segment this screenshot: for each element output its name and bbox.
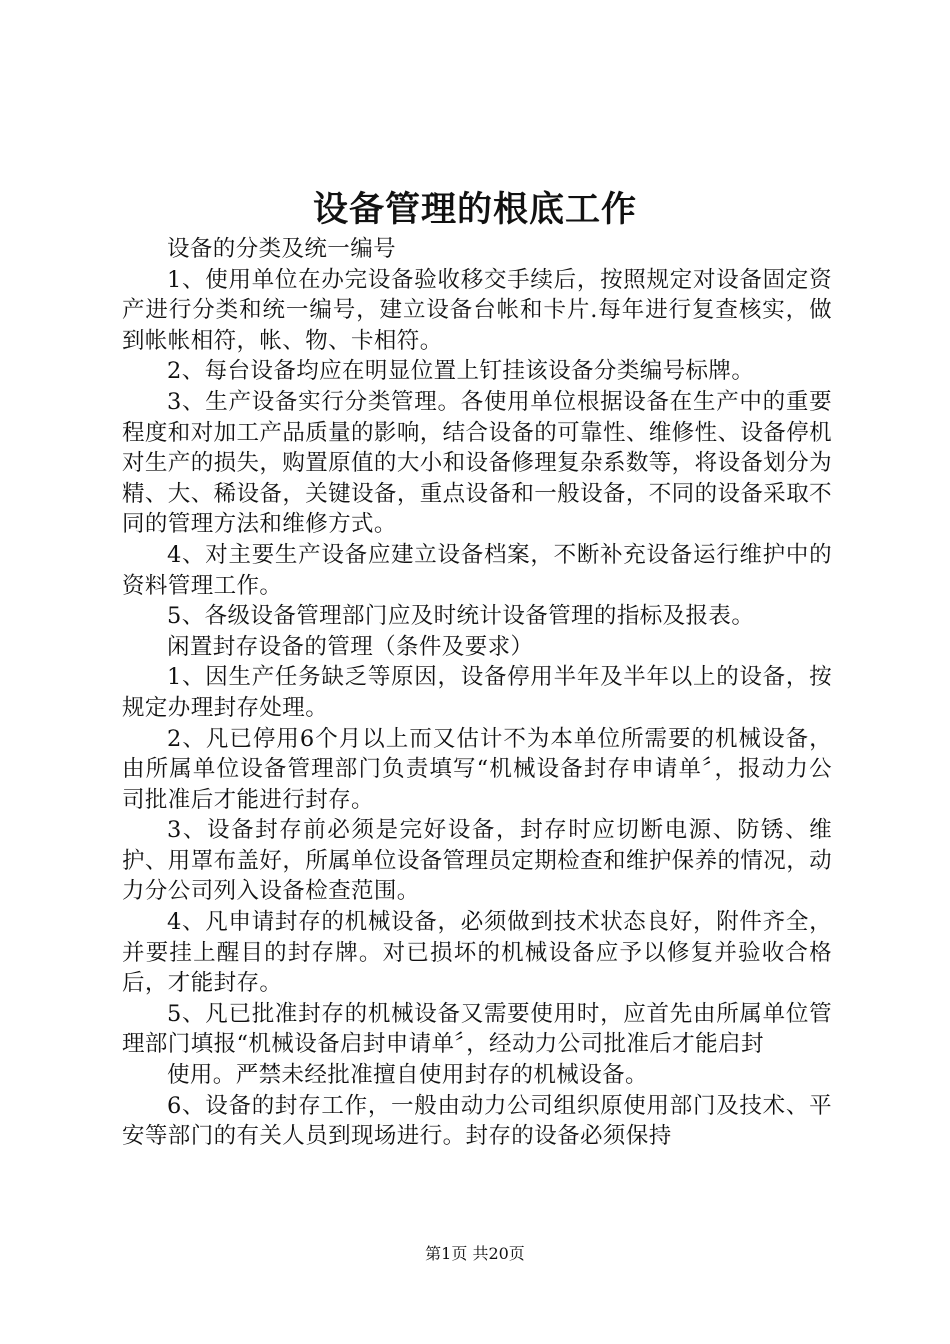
- page-number-footer: 第1页 共20页: [425, 1244, 525, 1263]
- document-body: [122, 234, 832, 1152]
- paragraph: 2、凡已停用6个月以上而又估计不为本单位所需要的机械设备，由所属单位设备管理部门负责填写“机械设备封存申请单〞，报动力公司批准后才能进行封存。: [122, 725, 832, 813]
- paragraph: 5、凡已批准封存的机械设备又需要使用时，应首先由所属单位管理部门填报“机械设备启封申请单〞，经动力公司批准后才能启封: [122, 1000, 832, 1058]
- paragraph: 3、生产设备实行分类管理。各使用单位根据设备在生产中的重要程度和对加工产品质量的影响，结合设备的可靠性、维修性、设备停机对生产的损失，购置原值的大小和设备修理复杂系数等，将设备划分为精、大、稀设备，关键设备，重点设备和一般设备，不同的设备采取不同的管理方法和维修方式。: [122, 388, 832, 538]
- paragraph: 6、设备的封存工作，一般由动力公司组织原使用部门及技术、平安等部门的有关人员到现场进行。封存的设备必须保持: [122, 1092, 832, 1150]
- paragraph: 5、各级设备管理部门应及时统计设备管理的指标及报表。: [167, 603, 755, 630]
- paragraph: 1、因生产任务缺乏等原因，设备停用半年及半年以上的设备，按规定办理封存处理。: [122, 664, 832, 721]
- paragraph: 2、每台设备均应在明显位置上钉挂该设备分类编号标牌。: [167, 358, 755, 385]
- section-heading-idle-equipment: 闲置封存设备的管理（条件及要求）: [167, 633, 534, 660]
- paragraph: 4、凡申请封存的机械设备，必须做到技术状态良好，附件齐全，并要挂上醒目的封存牌。对已损坏的机械设备应予以修复并验收合格后，才能封存。: [122, 909, 832, 997]
- section-heading-classification: 设备的分类及统一编号: [167, 236, 397, 262]
- paragraph: 1、使用单位在办完设备验收移交手续后，按照规定对设备固定资产进行分类和统一编号，建立设备台帐和卡片.每年进行复查核实，做到帐帐相符，帐、物、卡相符。: [122, 266, 832, 354]
- paragraph: 4、对主要生产设备应建立设备档案，不断补充设备运行维护中的资料管理工作。: [122, 541, 832, 599]
- paragraph: 3、设备封存前必须是完好设备，封存时应切断电源、防锈、维护、用罩布盖好，所属单位设备管理员定期检查和维护保养的情况，动力分公司列入设备检查范围。: [122, 817, 832, 905]
- document-title: 设备管理的根底工作: [312, 189, 637, 230]
- paragraph: 使用。严禁未经批准擅自使用封存的机械设备。: [167, 1062, 648, 1089]
